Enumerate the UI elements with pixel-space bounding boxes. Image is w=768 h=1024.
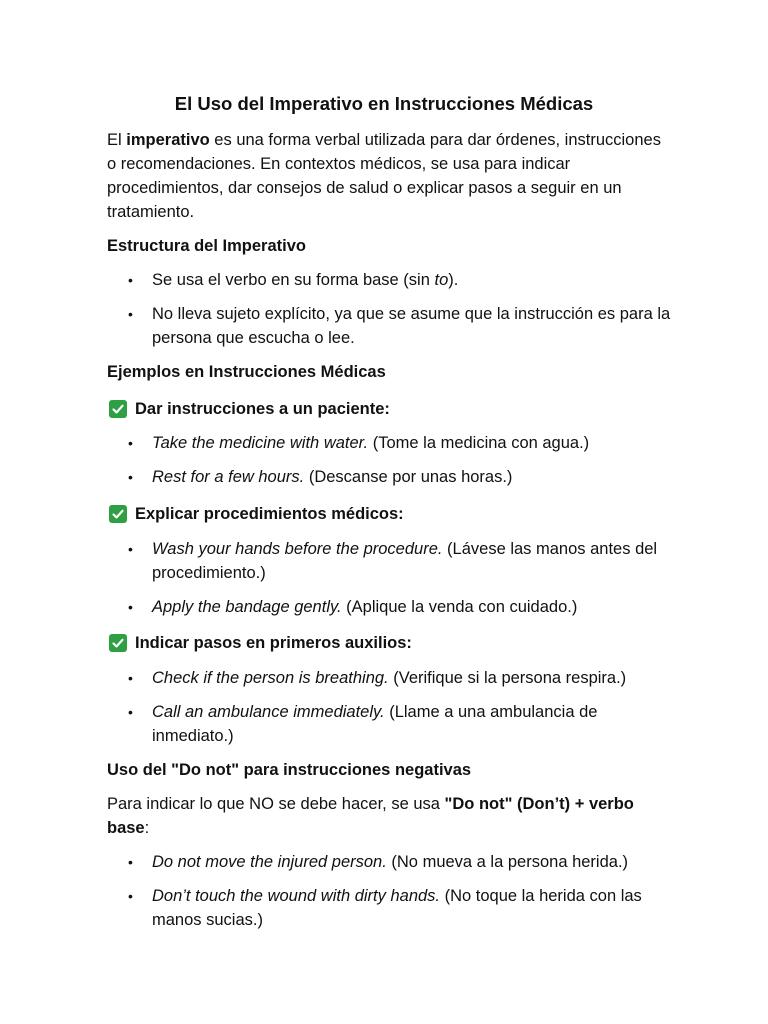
donot-heading: Uso del "Do not" para instrucciones negativas	[107, 761, 472, 779]
check-box-icon	[109, 400, 127, 418]
list-item	[152, 884, 672, 932]
section-heading: Indicar pasos en primeros auxilios:	[135, 634, 412, 652]
item-italic: to	[434, 271, 449, 289]
spanish-translation: (Aplique la venda con cuidado.)	[341, 598, 578, 616]
list-item	[152, 431, 672, 455]
bullet-dot: •	[128, 704, 133, 720]
english-phrase: Apply the bandage gently.	[152, 598, 342, 616]
para-suffix: :	[144, 819, 150, 837]
list-item	[152, 465, 672, 489]
estructura-item-1	[152, 268, 672, 292]
bullet-dot: •	[128, 541, 133, 557]
bullet-dot: •	[128, 670, 133, 686]
intro-rest: es una forma verbal utilizada para dar órdenes, instrucciones o recomendaciones. En contextos médicos, se usa para indicar procedimientos, dar consejos de salud o explicar pasos a seguir en un tratamiento.	[107, 131, 661, 221]
bullet-dot: •	[128, 888, 133, 904]
estructura-item-2: No lleva sujeto explícito, ya que se asume que la instrucción es para la persona que escucha o lee.	[152, 305, 671, 347]
spanish-translation: (Tome la medicina con agua.)	[368, 434, 590, 452]
english-phrase: Don’t touch the wound with dirty hands.	[152, 887, 441, 905]
bullet-dot: •	[128, 854, 133, 870]
item-text: ).	[448, 271, 459, 289]
list-item	[152, 850, 672, 874]
english-phrase: Call an ambulance immediately.	[152, 703, 385, 721]
estructura-heading: Estructura del Imperativo	[107, 237, 306, 255]
spanish-translation: (No toque la herida con las manos sucias.)	[152, 887, 642, 929]
page-title: El Uso del Imperativo en Instrucciones Médicas	[174, 93, 594, 114]
section-heading: Explicar procedimientos médicos:	[135, 505, 404, 523]
english-phrase: Check if the person is breathing.	[152, 669, 389, 687]
intro-bold-term: imperativo	[126, 131, 210, 149]
intro-paragraph	[107, 128, 667, 224]
para-bold: "Do not" (Don’t) + verbo base	[107, 795, 634, 837]
list-item	[152, 595, 672, 619]
list-item	[152, 537, 672, 585]
bullet-dot: •	[128, 469, 133, 485]
para-prefix: Para indicar lo que NO se debe hacer, se usa	[107, 795, 445, 813]
item-text: Se usa el verbo en su forma base (sin	[152, 271, 435, 289]
spanish-translation: (Lávese las manos antes del procedimiento.)	[152, 540, 658, 582]
list-item	[152, 666, 672, 690]
bullet-dot: •	[128, 272, 133, 288]
bullet-dot: •	[128, 306, 133, 322]
spanish-translation: (Llame a una ambulancia de inmediato.)	[152, 703, 598, 745]
english-phrase: Wash your hands before the procedure.	[152, 540, 443, 558]
section-heading: Dar instrucciones a un paciente:	[135, 400, 390, 418]
bullet-dot: •	[128, 599, 133, 615]
english-phrase: Rest for a few hours.	[152, 468, 305, 486]
intro-prefix: El	[107, 131, 127, 149]
donot-paragraph	[107, 792, 667, 840]
spanish-translation: (No mueva a la persona herida.)	[386, 853, 629, 871]
english-phrase: Take the medicine with water.	[152, 434, 369, 452]
english-phrase: Do not move the injured person.	[152, 853, 387, 871]
spanish-translation: (Verifique si la persona respira.)	[388, 669, 627, 687]
spanish-translation: (Descanse por unas horas.)	[304, 468, 513, 486]
check-box-icon	[109, 634, 127, 652]
check-box-icon	[109, 505, 127, 523]
bullet-dot: •	[128, 435, 133, 451]
ejemplos-heading: Ejemplos en Instrucciones Médicas	[107, 363, 386, 381]
list-item	[152, 700, 672, 748]
